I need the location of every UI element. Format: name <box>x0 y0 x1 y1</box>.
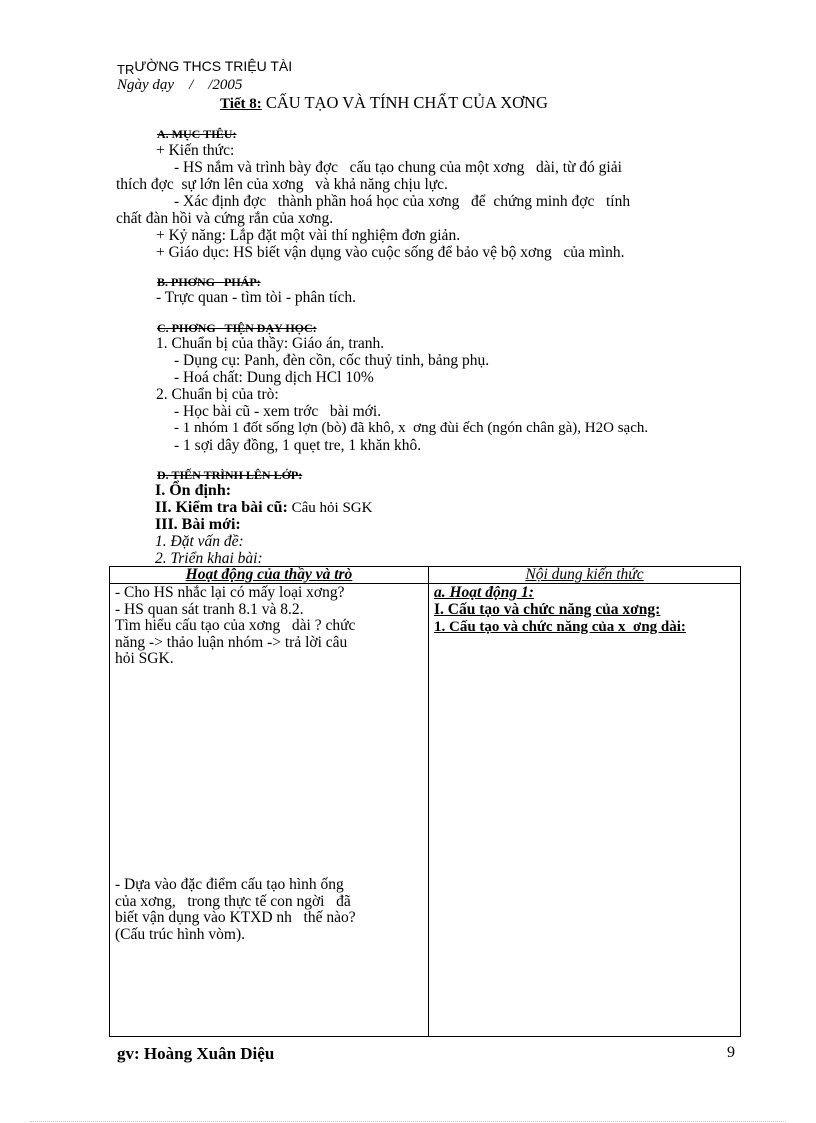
school-rest: ƯỜNG THCS TRIỆU TÀI <box>134 58 293 74</box>
d-item-2: 2. Triển khai bài: <box>155 550 263 567</box>
a-line-7: + Giáo dục: HS biết vận dụng vào cuộc sống để bảo vệ bộ xơng của mình. <box>156 244 625 261</box>
col1-block1-line: hỏi SGK. <box>115 650 174 667</box>
date-line: Ngày dạy / /2005 <box>117 77 243 93</box>
table-column-divider <box>428 567 429 1036</box>
col2-section-i: I. Cấu tạo và chức năng của xơng: <box>434 601 661 618</box>
col1-block2-line: của xơng, trong thực tế con ngời đã <box>115 892 351 910</box>
col1-block1-line: - Cho HS nhắc lại có mấy loại xơng? <box>115 584 345 601</box>
c-line-6: - 1 nhóm 1 đốt sống lợn (bò) đã khô, x ơng đùi ếch (ngón chân gà), H2O sạch. <box>174 420 649 436</box>
col1-block2 <box>115 877 425 943</box>
c-line-3: - Hoá chất: Dung dịch HCl 10% <box>174 369 374 386</box>
col2-activity: a. Hoạt động 1: <box>434 584 534 601</box>
d-item-iii: III. Bài mới: <box>155 516 241 533</box>
d-item-1: 1. Đặt vấn đề: <box>155 533 244 550</box>
d-item-ii <box>155 499 372 517</box>
page-number: 9 <box>727 1044 735 1061</box>
lesson-title: CẤU TẠO VÀ TÍNH CHẤT CỦA XƠNG <box>265 93 548 112</box>
col1-block1-line: Tìm hiểu cấu tạo của xơng dài ? chức <box>115 617 356 634</box>
col1-block1-line: - HS quan sát tranh 8.1 và 8.2. <box>115 600 304 618</box>
lesson-label: Tiết 8: <box>220 96 262 112</box>
teacher-name: gv: Hoàng Xuân Diệu <box>117 1044 275 1063</box>
a-line-3: thích đợc sự lớn lên của xơng và khả năng chịu lực. <box>116 176 448 193</box>
col1-block2-line: - Dựa vào đặc điểm cấu tạo hình ống <box>115 876 344 893</box>
d-item-i: I. Ổn định: <box>155 482 232 499</box>
bottom-rule <box>30 1121 786 1122</box>
a-line-6: + Kỷ năng: Lắp đặt một vài thí nghiệm đơn giản. <box>156 227 461 244</box>
d-item-ii-text: Câu hỏi SGK <box>287 500 373 516</box>
c-line-4: 2. Chuẩn bị của trò: <box>156 386 279 403</box>
a-line-4: - Xác định đợc thành phần hoá học của xơng để chứng minh đợc tính <box>174 193 631 210</box>
c-line-1: 1. Chuẩn bị của thầy: Giáo án, tranh. <box>156 335 385 352</box>
section-b-heading: B. PHƠNG PHÁP: <box>157 275 261 289</box>
col1-header: Hoạt động của thầy và trò <box>185 566 353 583</box>
col1-block1 <box>115 585 425 668</box>
a-line-2: - HS nắm và trình bày đợc cấu tạo chung của một xơng dài, từ đó giải <box>174 159 622 176</box>
d-item-ii-label: II. Kiểm tra bài cũ: <box>155 499 288 516</box>
col2-header: Nội dung kiến thức <box>525 566 644 583</box>
c-line-5: - Học bài cũ - xem trớc bài mới. <box>174 403 382 420</box>
a-line-5: chất đàn hồi và cứng rắn của xơng. <box>116 210 334 227</box>
col1-block2-line: (Cấu trúc hình vòm). <box>115 925 246 943</box>
col1-block1-line: năng -> thảo luận nhóm -> trả lời câu <box>115 633 348 651</box>
c-line-7: - 1 sợi dây đồng, 1 quẹt tre, 1 khăn khô. <box>174 437 422 454</box>
school-name <box>117 58 293 77</box>
section-c-heading: C. PHƠNG TIỆN DẠY HỌC: <box>157 321 317 335</box>
lesson-heading <box>220 93 548 113</box>
section-a-heading: A. MỤC TIÊU: <box>157 127 237 141</box>
lesson-table <box>109 566 741 1037</box>
b-line-1: - Trực quan - tìm tòi - phân tích. <box>156 289 356 306</box>
school-prefix: TR <box>117 62 135 77</box>
col2-section-1: 1. Cấu tạo và chức năng của x ơng dài: <box>434 619 686 635</box>
col1-block2-line: biết vận dụng vào KTXD nh thế nào? <box>115 909 356 926</box>
c-line-2: - Dụng cụ: Panh, đèn cồn, cốc thuỷ tinh, bảng phụ. <box>174 352 490 369</box>
section-d-heading: D. TIẾN TRÌNH LÊN LỚP: <box>157 468 303 482</box>
a-line-1: + Kiến thức: <box>156 142 235 159</box>
